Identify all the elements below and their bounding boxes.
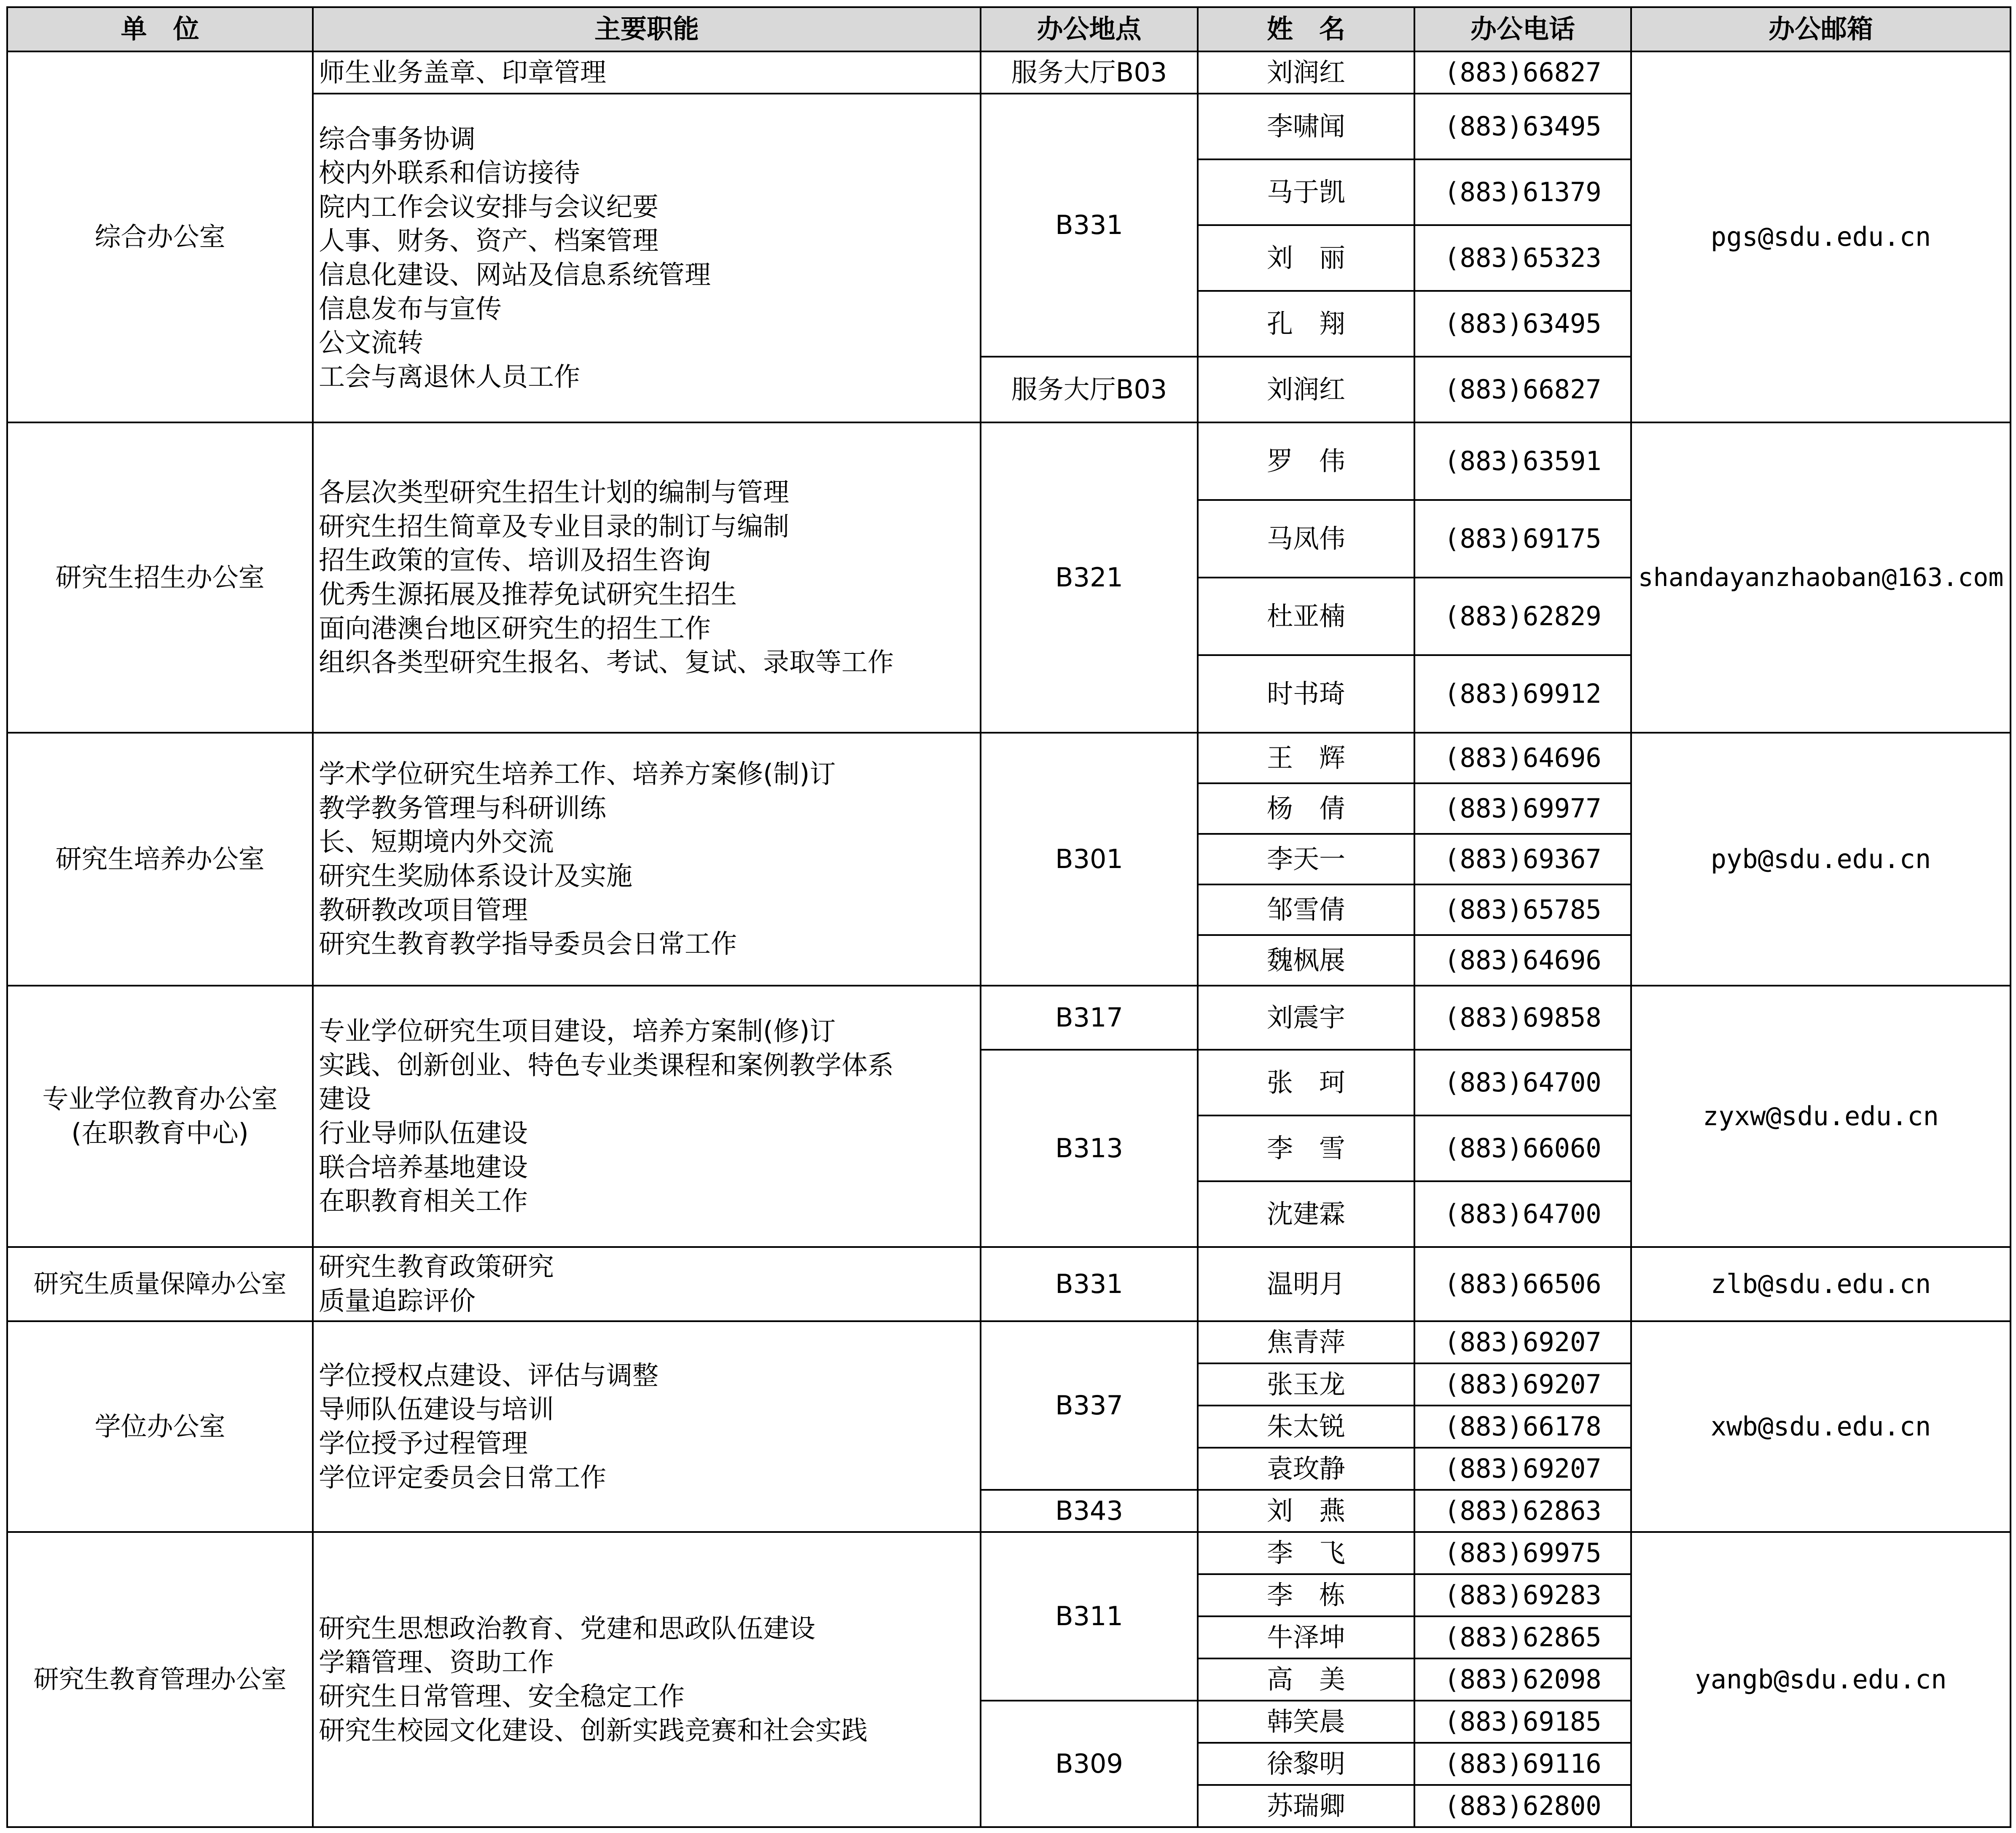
function-item: 公文流转 xyxy=(319,327,424,358)
phone-number: (883)66178 xyxy=(1414,1406,1631,1448)
function-item: 优秀生源拓展及推荐免试研究生招生 xyxy=(319,579,737,610)
function-item: 导师队伍建设与培训 xyxy=(319,1394,554,1425)
header-unit: 单 位 xyxy=(7,7,313,51)
staff-name: 魏枫展 xyxy=(1198,935,1414,986)
email-address: shandayanzhaoban@163.com xyxy=(1631,422,2011,733)
staff-name: 马于凯 xyxy=(1198,159,1414,225)
function-item: 信息发布与宣传 xyxy=(319,293,502,324)
office-location: B311 xyxy=(981,1532,1198,1701)
staff-name: 李 飞 xyxy=(1198,1532,1414,1574)
phone-number: (883)62800 xyxy=(1414,1785,1631,1827)
function-item: 人事、财务、资产、档案管理 xyxy=(319,225,659,256)
phone-number: (883)64696 xyxy=(1414,733,1631,783)
staff-name: 牛泽坤 xyxy=(1198,1616,1414,1658)
office-location: 服务大厅B03 xyxy=(981,51,1198,94)
function-item: 教学教务管理与科研训练 xyxy=(319,792,607,823)
staff-name: 刘润红 xyxy=(1198,357,1414,422)
function-item: 面向港澳台地区研究生的招生工作 xyxy=(319,613,711,644)
office-location: B337 xyxy=(981,1321,1198,1490)
phone-number: (883)63495 xyxy=(1414,94,1631,159)
office-location: B309 xyxy=(981,1701,1198,1827)
phone-number: (883)65785 xyxy=(1414,884,1631,935)
email-address: yangb@sdu.edu.cn xyxy=(1631,1532,2011,1827)
phone-number: (883)66060 xyxy=(1414,1115,1631,1181)
header-phone: 办公电话 xyxy=(1414,7,1631,51)
staff-name: 沈建霖 xyxy=(1198,1181,1414,1247)
phone-number: (883)69175 xyxy=(1414,500,1631,578)
function-item: 研究生思想政治教育、党建和思政队伍建设 xyxy=(319,1613,816,1644)
phone-number: (883)69185 xyxy=(1414,1701,1631,1743)
staff-name: 王 辉 xyxy=(1198,733,1414,783)
staff-name: 杜亚楠 xyxy=(1198,578,1414,655)
phone-number: (883)62865 xyxy=(1414,1616,1631,1658)
phone-number: (883)62098 xyxy=(1414,1658,1631,1701)
phone-number: (883)69975 xyxy=(1414,1532,1631,1574)
office-location: 服务大厅B03 xyxy=(981,357,1198,422)
function-list xyxy=(313,1321,981,1532)
function-item: 校内外联系和信访接待 xyxy=(319,157,581,188)
phone-number: (883)69207 xyxy=(1414,1448,1631,1490)
phone-number: (883)69858 xyxy=(1414,986,1631,1050)
office-location: B321 xyxy=(981,422,1198,733)
phone-number: (883)64700 xyxy=(1414,1181,1631,1247)
function-item: 研究生招生简章及专业目录的制订与编制 xyxy=(319,511,790,542)
table-row xyxy=(7,733,2011,783)
header-name: 姓 名 xyxy=(1198,7,1414,51)
phone-number: (883)66506 xyxy=(1414,1247,1631,1321)
office-location: B317 xyxy=(981,986,1198,1050)
staff-name: 时书琦 xyxy=(1198,655,1414,733)
phone-number: (883)62829 xyxy=(1414,578,1631,655)
function-list xyxy=(313,94,981,422)
phone-number: (883)69283 xyxy=(1414,1574,1631,1616)
email-address: zyxw@sdu.edu.cn xyxy=(1631,986,2011,1247)
table-row xyxy=(7,986,2011,1050)
staff-name: 焦青萍 xyxy=(1198,1321,1414,1363)
unit-name: 研究生培养办公室 xyxy=(7,733,313,986)
staff-name: 李 栋 xyxy=(1198,1574,1414,1616)
staff-name: 张玉龙 xyxy=(1198,1363,1414,1406)
phone-number: (883)69367 xyxy=(1414,834,1631,884)
function-item: 学位授权点建设、评估与调整 xyxy=(319,1360,659,1391)
phone-number: (883)61379 xyxy=(1414,159,1631,225)
staff-name: 朱太锐 xyxy=(1198,1406,1414,1448)
office-location: B301 xyxy=(981,733,1198,986)
staff-name: 温明月 xyxy=(1198,1247,1414,1321)
function-list xyxy=(313,1247,981,1321)
email-address: pgs@sdu.edu.cn xyxy=(1631,51,2011,422)
function-list xyxy=(313,51,981,94)
staff-name: 刘 燕 xyxy=(1198,1490,1414,1532)
unit-name: 研究生招生办公室 xyxy=(7,422,313,733)
function-item: 行业导师队伍建设 xyxy=(319,1118,528,1148)
function-item: 组织各类型研究生报名、考试、复试、录取等工作 xyxy=(319,647,894,678)
function-item: 研究生奖励体系设计及实施 xyxy=(319,860,633,891)
unit-name: 研究生质量保障办公室 xyxy=(7,1247,313,1321)
staff-name: 张 珂 xyxy=(1198,1050,1414,1115)
function-item: 学位授予过程管理 xyxy=(319,1428,528,1459)
staff-name: 刘震宇 xyxy=(1198,986,1414,1050)
staff-name: 孔 翔 xyxy=(1198,291,1414,357)
table-row xyxy=(7,422,2011,500)
staff-name: 马凤伟 xyxy=(1198,500,1414,578)
function-item: 联合培养基地建设 xyxy=(319,1151,528,1183)
unit-name xyxy=(7,986,313,1247)
function-item: 学位评定委员会日常工作 xyxy=(319,1462,607,1493)
function-item: 研究生教育政策研究 xyxy=(319,1251,554,1282)
function-list xyxy=(313,422,981,733)
function-item: 实践、创新创业、特色专业类课程和案例教学体系 xyxy=(319,1049,894,1080)
staff-name: 韩笑晨 xyxy=(1198,1701,1414,1743)
function-item: 综合事务协调 xyxy=(319,123,476,154)
office-location: B331 xyxy=(981,1247,1198,1321)
table-row xyxy=(7,1247,2011,1321)
staff-name: 徐黎明 xyxy=(1198,1743,1414,1785)
function-item: 建设 xyxy=(319,1083,371,1115)
email-address: pyb@sdu.edu.cn xyxy=(1631,733,2011,986)
function-item: 学术学位研究生培养工作、培养方案修(制)订 xyxy=(319,758,836,790)
email-address: zlb@sdu.edu.cn xyxy=(1631,1247,2011,1321)
function-item: 招生政策的宣传、培训及招生咨询 xyxy=(319,545,711,576)
phone-number: (883)62863 xyxy=(1414,1490,1631,1532)
function-list xyxy=(313,733,981,986)
unit-name-line: (在职教育中心) xyxy=(71,1118,249,1148)
phone-number: (883)65323 xyxy=(1414,225,1631,291)
staff-name: 袁玫静 xyxy=(1198,1448,1414,1490)
phone-number: (883)66827 xyxy=(1414,357,1631,422)
unit-name: 学位办公室 xyxy=(7,1321,313,1532)
function-item: 研究生教育教学指导委员会日常工作 xyxy=(319,928,737,960)
function-item: 师生业务盖章、印章管理 xyxy=(319,56,607,88)
phone-number: (883)69912 xyxy=(1414,655,1631,733)
table-row xyxy=(7,1532,2011,1574)
phone-number: (883)69207 xyxy=(1414,1321,1631,1363)
function-item: 研究生日常管理、安全稳定工作 xyxy=(319,1681,685,1712)
header-row xyxy=(7,7,2011,51)
header-location: 办公地点 xyxy=(981,7,1198,51)
office-directory-table xyxy=(6,6,2011,1828)
staff-name: 邹雪倩 xyxy=(1198,884,1414,935)
unit-name: 研究生教育管理办公室 xyxy=(7,1532,313,1827)
function-item: 学籍管理、资助工作 xyxy=(319,1647,554,1678)
function-item: 信息化建设、网站及信息系统管理 xyxy=(319,259,711,290)
function-item: 在职教育相关工作 xyxy=(319,1185,528,1217)
header-functions: 主要职能 xyxy=(313,7,981,51)
function-item: 教研教改项目管理 xyxy=(319,894,528,925)
function-list xyxy=(313,986,981,1247)
function-item: 工会与离退休人员工作 xyxy=(319,361,581,392)
staff-name: 李啸闻 xyxy=(1198,94,1414,159)
function-list xyxy=(313,1532,981,1827)
phone-number: (883)63495 xyxy=(1414,291,1631,357)
staff-name: 杨 倩 xyxy=(1198,783,1414,834)
function-item: 专业学位研究生项目建设，培养方案制(修)订 xyxy=(319,1016,836,1047)
table-row xyxy=(7,51,2011,94)
unit-name-line: 专业学位教育办公室 xyxy=(42,1083,278,1115)
phone-number: (883)64700 xyxy=(1414,1050,1631,1115)
office-location: B343 xyxy=(981,1490,1198,1532)
function-item: 长、短期境内外交流 xyxy=(319,826,554,857)
function-item: 院内工作会议安排与会议纪要 xyxy=(319,191,659,222)
phone-number: (883)66827 xyxy=(1414,51,1631,94)
staff-name: 刘 丽 xyxy=(1198,225,1414,291)
function-item: 研究生校园文化建设、创新实践竞赛和社会实践 xyxy=(319,1715,868,1746)
function-item: 各层次类型研究生招生计划的编制与管理 xyxy=(319,477,790,508)
phone-number: (883)69977 xyxy=(1414,783,1631,834)
phone-number: (883)69207 xyxy=(1414,1363,1631,1406)
office-location: B331 xyxy=(981,94,1198,357)
header-email: 办公邮箱 xyxy=(1631,7,2011,51)
staff-name: 刘润红 xyxy=(1198,51,1414,94)
staff-name: 李天一 xyxy=(1198,834,1414,884)
table-row xyxy=(7,1321,2011,1363)
function-item: 质量追踪评价 xyxy=(319,1285,476,1316)
phone-number: (883)69116 xyxy=(1414,1743,1631,1785)
staff-name: 苏瑞卿 xyxy=(1198,1785,1414,1827)
phone-number: (883)64696 xyxy=(1414,935,1631,986)
unit-name: 综合办公室 xyxy=(7,51,313,422)
office-location: B313 xyxy=(981,1050,1198,1247)
phone-number: (883)63591 xyxy=(1414,422,1631,500)
email-address: xwb@sdu.edu.cn xyxy=(1631,1321,2011,1532)
staff-name: 罗 伟 xyxy=(1198,422,1414,500)
staff-name: 李 雪 xyxy=(1198,1115,1414,1181)
staff-name: 高 美 xyxy=(1198,1658,1414,1701)
